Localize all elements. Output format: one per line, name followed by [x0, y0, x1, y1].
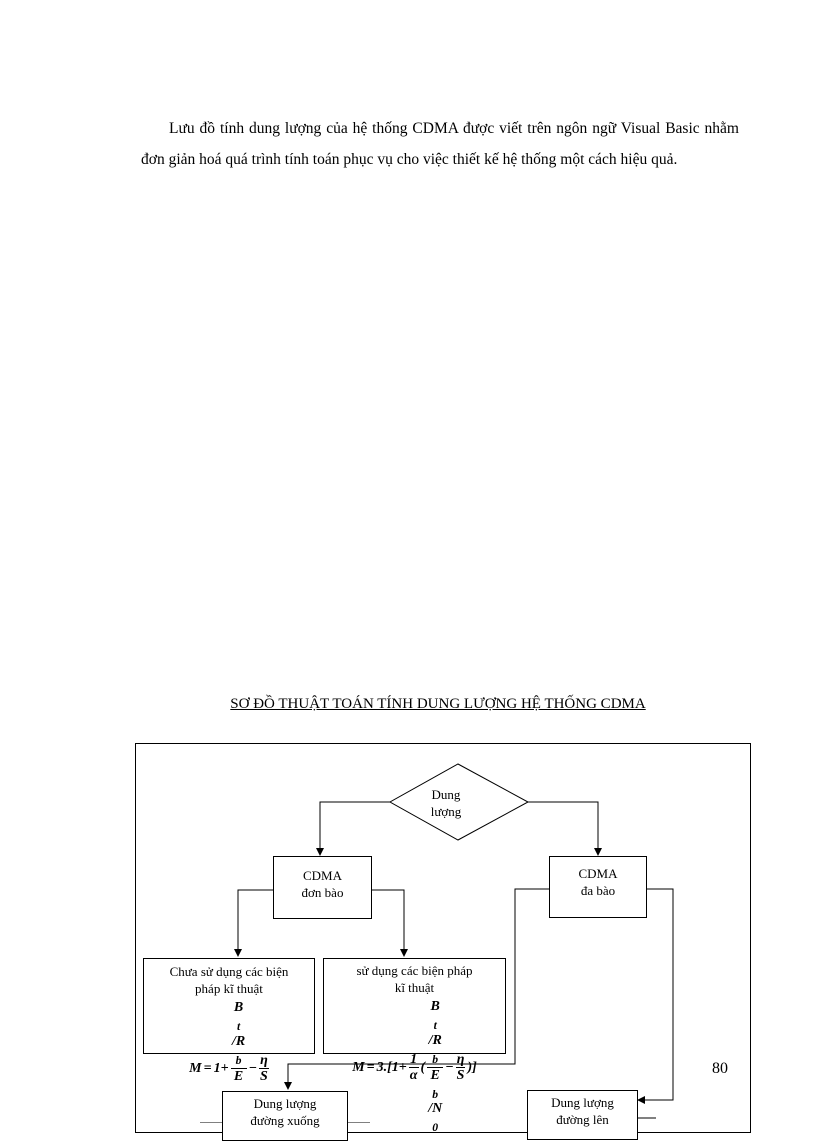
one: 1	[410, 1051, 418, 1067]
frac2-den-rest-sub: 0	[432, 1121, 439, 1135]
no-techniques-line2: pháp kĩ thuật	[195, 981, 263, 996]
frac2-den-sub: b	[432, 1087, 439, 1101]
frac2-den: E	[430, 1067, 440, 1083]
with-techniques-line2: kĩ thuật	[394, 980, 435, 995]
fraction2-eta-over-s	[456, 1052, 466, 1083]
formula2-open: (	[420, 1059, 426, 1075]
cdma-multi-box	[549, 856, 647, 918]
capacity-formula-techniques	[324, 999, 505, 1135]
figure-title: SƠ ĐỒ THUẬT TOÁN TÍNH DUNG LƯỢNG HỆ THỐNG CDMA	[230, 696, 646, 712]
formula2-minus: −	[445, 1059, 454, 1075]
frac2-num: B	[430, 999, 440, 1014]
cdma-multi-line1: CDMA	[578, 866, 618, 881]
frac2-num-sub: t	[433, 1018, 437, 1032]
formula2-prefix: 3.[1+	[376, 1059, 407, 1075]
s: S	[260, 1068, 268, 1084]
decision-line1: Dung	[431, 787, 461, 802]
arrow-to-uplink	[638, 889, 673, 1100]
cdma-single-line2: đơn bào	[301, 885, 344, 900]
frac2-num-rest-sub: b	[432, 1052, 439, 1066]
arrow-to-no-techniques	[238, 890, 273, 956]
eta2: η	[456, 1051, 465, 1067]
uplink-line2: đường lên	[556, 1112, 609, 1127]
frac-num-sub: t	[236, 1019, 241, 1033]
eta: η	[260, 1052, 268, 1068]
fraction-eta-over-s	[259, 1053, 269, 1084]
formula2-eq: =	[366, 1059, 375, 1075]
fraction-one-over-alpha	[409, 1052, 419, 1083]
frac-den: E	[233, 1068, 244, 1084]
decision-line2: lượng	[430, 804, 462, 819]
formula-eq: =	[203, 1060, 212, 1076]
frac-num: B	[233, 1000, 244, 1015]
uplink-line1: Dung lượng	[551, 1095, 614, 1110]
cdma-multi-line2: đa bào	[580, 883, 616, 898]
cdma-single-box	[273, 856, 372, 919]
uplink-box	[527, 1090, 638, 1140]
arrow-to-with-techniques	[372, 890, 404, 956]
s2: S	[456, 1067, 465, 1083]
downlink-line2: đường xuống	[250, 1113, 320, 1128]
with-techniques-box	[323, 958, 506, 1135]
arrow-to-cdma-single	[320, 802, 390, 855]
frac-num-rest-sub: b	[235, 1053, 242, 1067]
decision-label	[414, 786, 478, 820]
alpha: α	[409, 1067, 418, 1083]
formula2-lhs: M	[352, 1059, 365, 1075]
downlink-box	[222, 1091, 348, 1141]
no-techniques-box	[143, 958, 315, 1084]
formula-one-plus: 1+	[213, 1060, 229, 1076]
formula2-close: )]	[467, 1059, 477, 1075]
formula-minus: −	[248, 1060, 258, 1076]
with-techniques-line1: sử dụng các biện pháp	[356, 963, 473, 978]
no-techniques-line1: Chưa sử dụng các biện	[169, 964, 289, 979]
intro-text: Lưu đồ tính dung lượng của hệ thống CDMA được viết trên ngôn ngữ Visual Basic nhằm đơn giản hoá quá trình tính toán phục vụ cho việc thiết kế hệ thống một cách hiệu quả.	[141, 120, 739, 168]
frac2-den-rest: /N	[428, 1101, 443, 1117]
cdma-single-line1: CDMA	[302, 868, 342, 883]
frac2-num-rest: /R	[428, 1032, 442, 1048]
frac-num-rest: /R	[231, 1033, 246, 1049]
page-number: 80	[712, 1060, 728, 1077]
formula-lhs: M	[189, 1060, 202, 1076]
arrow-to-cdma-multi	[528, 802, 598, 855]
downlink-line1: Dung lượng	[253, 1096, 317, 1111]
fraction2-bt-rb-over-eb-n0	[427, 999, 443, 1135]
